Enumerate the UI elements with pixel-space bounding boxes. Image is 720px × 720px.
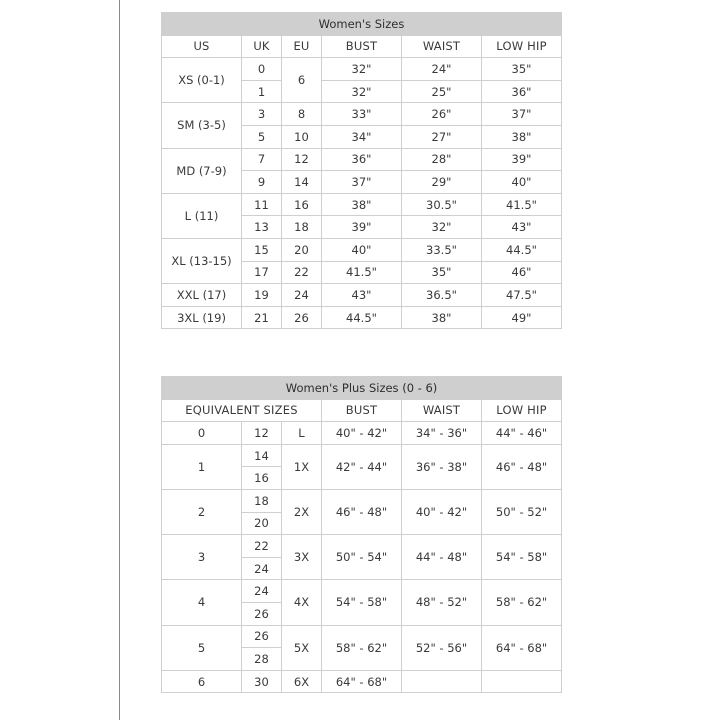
uk-header: UK	[242, 35, 282, 58]
waist-cell: 33.5"	[402, 238, 482, 261]
table-row	[162, 284, 562, 307]
waist-cell	[402, 670, 482, 693]
low-hip-cell: 43"	[482, 216, 562, 239]
uk-size-cell: 0	[242, 58, 282, 81]
plus-size-cell: 4	[162, 580, 242, 625]
uk-size-cell: 13	[242, 216, 282, 239]
waist-cell: 28"	[402, 148, 482, 171]
bust-cell: 42" - 44"	[322, 444, 402, 489]
waist-cell: 26"	[402, 103, 482, 126]
uk-size-cell: 21	[242, 306, 282, 329]
low-hip-cell: 36"	[482, 80, 562, 103]
table-row	[162, 148, 562, 171]
us-size-cell: XS (0-1)	[162, 58, 242, 103]
waist-cell: 24"	[402, 58, 482, 81]
uk-size-cell: 18	[242, 489, 282, 512]
low-hip-cell	[482, 670, 562, 693]
eu-size-cell: 20	[282, 238, 322, 261]
table-header-row	[162, 35, 562, 58]
left-divider-line	[119, 0, 120, 720]
waist-cell: 36" - 38"	[402, 444, 482, 489]
low-hip-cell: 58" - 62"	[482, 580, 562, 625]
eu-size-cell: 10	[282, 125, 322, 148]
uk-size-cell: 28	[242, 648, 282, 671]
low-hip-cell: 49"	[482, 306, 562, 329]
bust-cell: 43"	[322, 284, 402, 307]
plus-size-cell: 1	[162, 444, 242, 489]
eu-size-cell: 6	[282, 58, 322, 103]
bust-cell: 58" - 62"	[322, 625, 402, 670]
letter-size-cell: 2X	[282, 489, 322, 534]
low-hip-cell: 54" - 58"	[482, 535, 562, 580]
table-row	[162, 625, 562, 648]
eu-size-cell: 14	[282, 171, 322, 194]
waist-cell: 36.5"	[402, 284, 482, 307]
low-hip-cell: 40"	[482, 171, 562, 194]
bust-cell: 44.5"	[322, 306, 402, 329]
low-hip-header: LOW HIP	[482, 35, 562, 58]
uk-size-cell: 12	[242, 422, 282, 445]
waist-cell: 44" - 48"	[402, 535, 482, 580]
waist-header: WAIST	[402, 35, 482, 58]
bust-header: BUST	[322, 35, 402, 58]
uk-size-cell: 3	[242, 103, 282, 126]
bust-cell: 41.5"	[322, 261, 402, 284]
low-hip-cell: 41.5"	[482, 193, 562, 216]
equivalent-sizes-header: EQUIVALENT SIZES	[162, 399, 322, 422]
table-title: Women's Sizes	[162, 13, 562, 36]
table-row	[162, 238, 562, 261]
uk-size-cell: 14	[242, 444, 282, 467]
letter-size-cell: 1X	[282, 444, 322, 489]
bust-cell: 54" - 58"	[322, 580, 402, 625]
uk-size-cell: 17	[242, 261, 282, 284]
table-row	[162, 580, 562, 603]
us-size-cell: L (11)	[162, 193, 242, 238]
low-hip-cell: 64" - 68"	[482, 625, 562, 670]
table-row	[162, 444, 562, 467]
table-row	[162, 489, 562, 512]
bust-cell: 40"	[322, 238, 402, 261]
bust-cell: 33"	[322, 103, 402, 126]
eu-size-cell: 22	[282, 261, 322, 284]
eu-size-cell: 8	[282, 103, 322, 126]
womens-plus-sizes-table	[161, 376, 562, 693]
letter-size-cell: 4X	[282, 580, 322, 625]
table-row	[162, 422, 562, 445]
low-hip-cell: 46"	[482, 261, 562, 284]
waist-cell: 40" - 42"	[402, 489, 482, 534]
table-title-row	[162, 377, 562, 400]
table-row	[162, 193, 562, 216]
bust-cell: 50" - 54"	[322, 535, 402, 580]
eu-size-cell: 16	[282, 193, 322, 216]
table-row	[162, 58, 562, 81]
plus-size-cell: 6	[162, 670, 242, 693]
bust-cell: 32"	[322, 80, 402, 103]
eu-size-cell: 18	[282, 216, 322, 239]
uk-size-cell: 15	[242, 238, 282, 261]
womens-sizes-table	[161, 12, 562, 329]
letter-size-cell: L	[282, 422, 322, 445]
us-size-cell: XL (13-15)	[162, 238, 242, 283]
us-size-cell: 3XL (19)	[162, 306, 242, 329]
waist-cell: 25"	[402, 80, 482, 103]
uk-size-cell: 22	[242, 535, 282, 558]
plus-size-cell: 5	[162, 625, 242, 670]
bust-cell: 38"	[322, 193, 402, 216]
us-size-cell: SM (3-5)	[162, 103, 242, 148]
bust-header: BUST	[322, 399, 402, 422]
uk-size-cell: 1	[242, 80, 282, 103]
plus-size-cell: 3	[162, 535, 242, 580]
letter-size-cell: 5X	[282, 625, 322, 670]
waist-cell: 52" - 56"	[402, 625, 482, 670]
uk-size-cell: 26	[242, 602, 282, 625]
us-size-cell: XXL (17)	[162, 284, 242, 307]
table-row	[162, 535, 562, 558]
eu-size-cell: 26	[282, 306, 322, 329]
bust-cell: 37"	[322, 171, 402, 194]
bust-cell: 36"	[322, 148, 402, 171]
waist-cell: 34" - 36"	[402, 422, 482, 445]
us-size-cell: MD (7-9)	[162, 148, 242, 193]
uk-size-cell: 24	[242, 580, 282, 603]
low-hip-cell: 46" - 48"	[482, 444, 562, 489]
uk-size-cell: 30	[242, 670, 282, 693]
eu-size-cell: 24	[282, 284, 322, 307]
uk-size-cell: 20	[242, 512, 282, 535]
bust-cell: 64" - 68"	[322, 670, 402, 693]
waist-cell: 29"	[402, 171, 482, 194]
uk-size-cell: 26	[242, 625, 282, 648]
low-hip-cell: 37"	[482, 103, 562, 126]
low-hip-header: LOW HIP	[482, 399, 562, 422]
low-hip-cell: 39"	[482, 148, 562, 171]
uk-size-cell: 16	[242, 467, 282, 490]
bust-cell: 32"	[322, 58, 402, 81]
uk-size-cell: 9	[242, 171, 282, 194]
waist-cell: 35"	[402, 261, 482, 284]
us-header: US	[162, 35, 242, 58]
waist-cell: 27"	[402, 125, 482, 148]
letter-size-cell: 3X	[282, 535, 322, 580]
uk-size-cell: 7	[242, 148, 282, 171]
bust-cell: 40" - 42"	[322, 422, 402, 445]
table-title-row	[162, 13, 562, 36]
low-hip-cell: 44.5"	[482, 238, 562, 261]
uk-size-cell: 11	[242, 193, 282, 216]
bust-cell: 46" - 48"	[322, 489, 402, 534]
uk-size-cell: 5	[242, 125, 282, 148]
table-row	[162, 670, 562, 693]
waist-cell: 30.5"	[402, 193, 482, 216]
table-row	[162, 306, 562, 329]
plus-size-cell: 0	[162, 422, 242, 445]
table-row	[162, 103, 562, 126]
low-hip-cell: 44" - 46"	[482, 422, 562, 445]
uk-size-cell: 19	[242, 284, 282, 307]
bust-cell: 39"	[322, 216, 402, 239]
waist-cell: 32"	[402, 216, 482, 239]
eu-size-cell: 12	[282, 148, 322, 171]
uk-size-cell: 24	[242, 557, 282, 580]
low-hip-cell: 35"	[482, 58, 562, 81]
table-header-row	[162, 399, 562, 422]
waist-cell: 38"	[402, 306, 482, 329]
low-hip-cell: 38"	[482, 125, 562, 148]
table-title: Women's Plus Sizes (0 - 6)	[162, 377, 562, 400]
letter-size-cell: 6X	[282, 670, 322, 693]
waist-header: WAIST	[402, 399, 482, 422]
waist-cell: 48" - 52"	[402, 580, 482, 625]
plus-size-cell: 2	[162, 489, 242, 534]
bust-cell: 34"	[322, 125, 402, 148]
eu-header: EU	[282, 35, 322, 58]
low-hip-cell: 50" - 52"	[482, 489, 562, 534]
low-hip-cell: 47.5"	[482, 284, 562, 307]
